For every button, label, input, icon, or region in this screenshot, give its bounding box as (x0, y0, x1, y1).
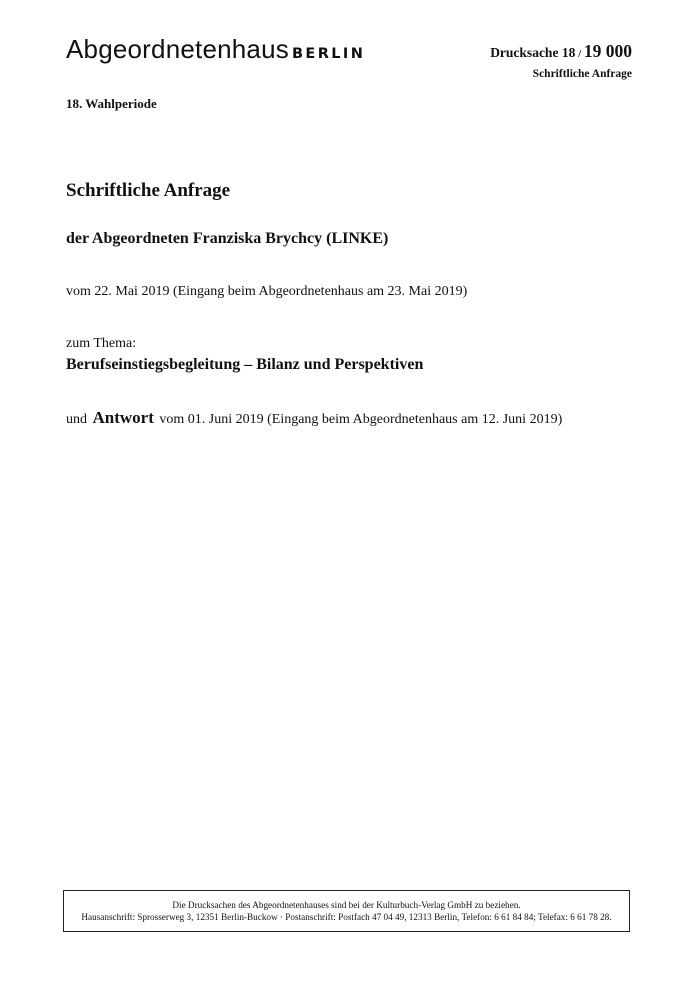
inquiry-date-line: vom 22. Mai 2019 (Eingang beim Abgeordnetenhaus am 23. Mai 2019) (66, 284, 468, 299)
answer-prefix: und (66, 412, 87, 427)
number-separator: / (575, 48, 584, 60)
footer-distribution-note: Die Drucksachen des Abgeordnetenhauses sind bei der Kulturbuch-Verlag GmbH zu beziehen. (172, 900, 521, 910)
answer-date-text: vom 01. Juni 2019 (Eingang beim Abgeordnetenhaus am 12. Juni 2019) (159, 412, 563, 427)
wahlperiode: 18. Wahlperiode (66, 96, 157, 111)
drucksache-label: Drucksache (490, 45, 559, 60)
period-number: 18 (561, 45, 576, 60)
document-number-line (490, 42, 632, 63)
topic-label: zum Thema: (66, 336, 137, 351)
footer-address: Hausanschrift: Sprosserweg 3, 12351 Berlin-Buckow · Postanschrift: Postfach 47 04 49, 12313 Berlin, Telefon: 6 61 84 84; Telefax: 6 61 78 28. (81, 912, 612, 922)
answer-line (66, 408, 562, 428)
parliament-logo (66, 36, 365, 62)
topic-title: Berufseinstiegsbegleitung – Bilanz und Perspektiven (66, 356, 424, 373)
page-title: Schriftliche Anfrage (66, 180, 231, 201)
answer-word: Antwort (92, 408, 154, 427)
document-reference (490, 42, 632, 81)
logo-city: BERLIN (291, 46, 366, 62)
document-type: Schriftliche Anfrage (532, 68, 632, 80)
logo-text: Abgeordnetenhaus (66, 34, 289, 64)
document-number: 19 000 (583, 41, 632, 61)
footer-info-box (63, 890, 630, 932)
author-line: der Abgeordneten Franziska Brychcy (LINKE) (66, 230, 389, 247)
